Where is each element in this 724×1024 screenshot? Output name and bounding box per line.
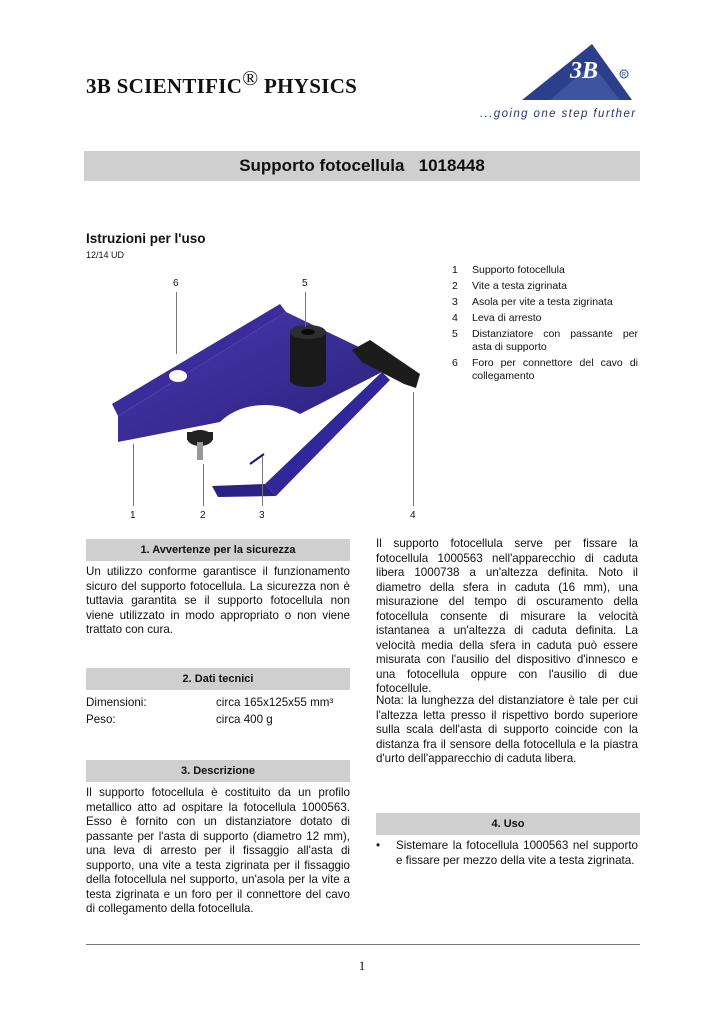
section-heading-use: 4. Uso	[376, 813, 640, 835]
note-text: Nota: la lunghezza del distanziatore è tale per cui l'altezza letta presso il rispettivo bordo superiore sulla scala dell'asta di supporto coincide con la distanza fra il sensore della fotocellula e la piastra d'urto dell'apparecchio di caduta libera.	[376, 694, 638, 765]
title-bar	[84, 151, 640, 181]
leader-line-4	[413, 392, 414, 506]
document-subtitle: Istruzioni per l'uso	[86, 231, 206, 246]
registered-mark: ®	[242, 66, 259, 90]
leader-line-6	[176, 292, 177, 354]
leader-line-2	[203, 464, 204, 506]
revision-code: 12/14 UD	[86, 250, 125, 260]
svg-text:R: R	[621, 72, 627, 79]
brand-suffix: PHYSICS	[258, 74, 358, 98]
tech-value-weight: circa 400 g	[216, 713, 273, 726]
brand-main: 3B SCIENTIFIC	[86, 74, 243, 98]
product-photo	[100, 292, 440, 512]
leader-line-3	[262, 456, 263, 506]
page-title: Supporto fotocellula 1018448	[239, 156, 485, 175]
bullet-icon: •	[376, 839, 381, 852]
list-item: 4 Leva di arresto	[452, 312, 542, 324]
figure-label-3: 3	[259, 510, 265, 521]
description-text: Il supporto fotocellula è costituito da un profilo metallico atto ad ospitare la fotocellula 1000563. Esso è fornito con un distanziatore dotato di passante per l'asta di supporto (diametro 12 mm), una leva di arresto per il fissaggio all'asta di supporto, una vite a testa zigrinata per il fissaggio della fotocellula nel supporto, un'asola per la vite a testa zigrinata e un foro per il connettore del cavo di collegamento della fotocellula.	[86, 786, 350, 915]
figure-label-5: 5	[302, 278, 308, 289]
list-item: 2 Vite a testa zigrinata	[452, 280, 567, 292]
tech-label-dimensions: Dimensioni:	[86, 696, 147, 709]
tech-label-weight: Peso:	[86, 713, 116, 726]
page-number: 1	[358, 958, 366, 973]
figure-label-1: 1	[130, 510, 136, 521]
figure-label-4: 4	[410, 510, 416, 521]
leader-line-1	[133, 444, 134, 506]
footer-divider	[86, 944, 640, 945]
figure-label-2: 2	[200, 510, 206, 521]
section-heading-tech: 2. Dati tecnici	[86, 668, 350, 690]
brand-name	[86, 66, 358, 99]
3b-logo-icon	[520, 42, 638, 102]
leader-line-5	[305, 292, 306, 327]
figure-label-6: 6	[173, 278, 179, 289]
tagline: ...going one step further	[480, 108, 637, 120]
parts-list	[452, 264, 638, 386]
section-heading-description: 3. Descrizione	[86, 760, 350, 782]
list-item: 1 Supporto fotocellula	[452, 264, 565, 276]
purpose-text: Il supporto fotocellula serve per fissare la fotocellula 1000563 nell'apparecchio di caduta libera 1000738 a un'altezza definita. Noto il diametro della sfera in caduta (16 mm), una misurazione del tempo di oscuramento della fotocellula consente di misurare la velocità istantanea a un'altezza di caduta definita. La velocità media della sfera in caduta può essere misurata con l'ausilio del dispositivo d'innesco e una fotocellula oppure con l'ausilio di due fotocellule.	[376, 537, 638, 695]
safety-text: Un utilizzo conforme garantisce il funzionamento sicuro del supporto fotocellula. La sicurezza non è tuttavia garantita se il supporto fotocellula non viene utilizzato in modo appropriato o non viene trattato con cura.	[86, 565, 350, 636]
list-item: 3 Asola per vite a testa zigrinata	[452, 296, 613, 308]
list-item: 6 Foro per connettore del cavo di collegamento	[452, 357, 638, 382]
section-heading-safety: 1. Avvertenze per la sicurezza	[86, 539, 350, 561]
logo-text: 3B	[570, 58, 599, 84]
list-item: 5 Distanziatore con passante per asta di supporto	[452, 328, 638, 353]
use-step-text: Sistemare la fotocellula 1000563 nel supporto e fissare per mezzo della vite a testa zigrinata.	[396, 839, 638, 867]
tech-value-dimensions: circa 165x125x55 mm³	[216, 696, 334, 709]
